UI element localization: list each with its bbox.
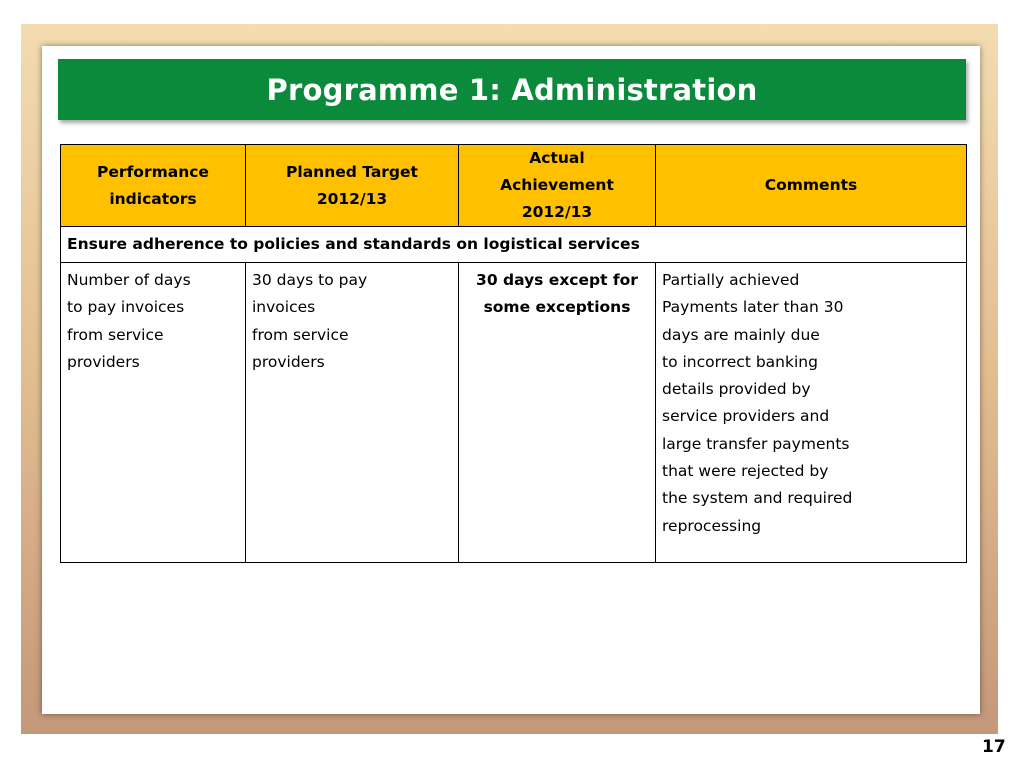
cell-planned-target: 30 days to pay invoices from service providers — [246, 263, 459, 563]
table-section-row — [61, 227, 967, 263]
performance-table — [60, 144, 967, 563]
title-banner — [58, 59, 966, 120]
table-header-row — [61, 145, 967, 227]
slide-title: Programme 1: Administration — [266, 72, 758, 107]
header-performance-indicators: Performance indicators — [61, 145, 246, 227]
header-actual-achievement: Actual Achievement 2012/13 — [459, 145, 656, 227]
cell-comments: Partially achieved Payments later than 30 days are mainly due to incorrect banking details provided by service providers and large transfer payments that were rejected by the system and required reprocessing — [656, 263, 967, 563]
header-comments: Comments — [656, 145, 967, 227]
header-planned-target: Planned Target 2012/13 — [246, 145, 459, 227]
table-row — [61, 263, 967, 563]
section-heading: Ensure adherence to policies and standards on logistical services — [61, 227, 967, 263]
page-number: 17 — [982, 737, 1006, 757]
cell-indicator: Number of days to pay invoices from service providers — [61, 263, 246, 563]
cell-actual-achievement: 30 days except for some exceptions — [459, 263, 656, 563]
